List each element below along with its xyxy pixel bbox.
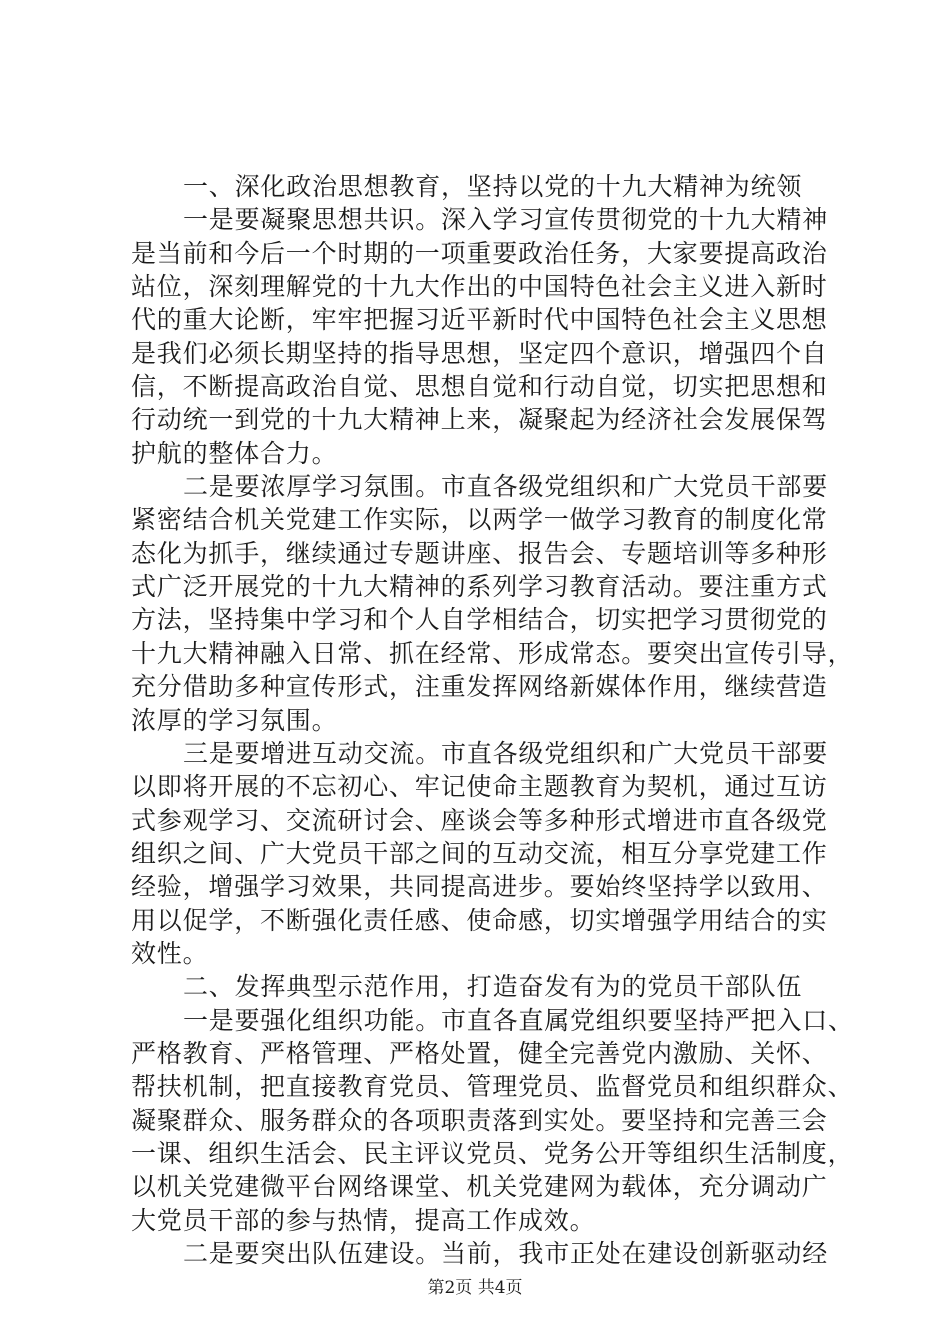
text-line: 用以促学，不断强化责任感、使命感，切实增强学用结合的实 <box>131 905 828 935</box>
text-line: 帮扶机制，把直接教育党员、管理党员、监督党员和组织群众、 <box>131 1072 854 1102</box>
text-line: 浓厚的学习氛围。 <box>131 705 338 735</box>
text-line: 以即将开展的不忘初心、牢记使命主题教育为契机，通过互访 <box>131 772 828 802</box>
text-line: 紧密结合机关党建工作实际，以两学一做学习教育的制度化常 <box>131 505 828 535</box>
text-line: 护航的整体合力。 <box>131 438 338 468</box>
text-line: 方法，坚持集中学习和个人自学相结合，切实把学习贯彻党的 <box>131 605 828 635</box>
text-line: 代的重大论断，牢牢把握习近平新时代中国特色社会主义思想 <box>131 305 828 335</box>
document-body <box>131 170 854 1270</box>
text-line: 一课、组织生活会、民主评议党员、党务公开等组织生活制度， <box>131 1138 854 1168</box>
text-line: 三是要增进互动交流。市直各级党组织和广大党员干部要 <box>183 738 829 768</box>
text-line: 式参观学习、交流研讨会、座谈会等多种形式增进市直各级党 <box>131 805 828 835</box>
text-line: 以机关党建微平台网络课堂、机关党建网为载体，充分调动广 <box>131 1172 828 1202</box>
text-line: 站位，深刻理解党的十九大作出的中国特色社会主义进入新时 <box>131 272 828 302</box>
text-line: 严格教育、严格管理、严格处置，健全完善党内激励、关怀、 <box>131 1038 828 1068</box>
text-line: 一是要凝聚思想共识。深入学习宣传贯彻党的十九大精神 <box>183 205 829 235</box>
text-line: 效性。 <box>131 938 209 968</box>
text-line: 是我们必须长期坚持的指导思想，坚定四个意识，增强四个自 <box>131 338 828 368</box>
text-line: 态化为抓手，继续通过专题讲座、报告会、专题培训等多种形 <box>131 538 828 568</box>
text-line: 经验，增强学习效果，共同提高进步。要始终坚持学以致用、 <box>131 872 828 902</box>
page-footer: 第2页 共4页 <box>427 1278 523 1298</box>
text-line: 组织之间、广大党员干部之间的互动交流，相互分享党建工作 <box>131 838 828 868</box>
text-line: 二是要突出队伍建设。当前，我市正处在建设创新驱动经 <box>183 1239 829 1268</box>
text-line: 一、深化政治思想教育，坚持以党的十九大精神为统领 <box>183 172 803 201</box>
text-line: 是当前和今后一个时期的一项重要政治任务，大家要提高政治 <box>131 238 828 268</box>
text-line: 充分借助多种宣传形式，注重发挥网络新媒体作用，继续营造 <box>131 672 828 702</box>
text-line: 一是要强化组织功能。市直各直属党组织要坚持严把入口、 <box>183 1005 854 1035</box>
text-line: 信，不断提高政治自觉、思想自觉和行动自觉，切实把思想和 <box>131 372 828 402</box>
text-line: 行动统一到党的十九大精神上来，凝聚起为经济社会发展保驾 <box>131 405 828 435</box>
text-line: 式广泛开展党的十九大精神的系列学习教育活动。要注重方式 <box>131 572 828 602</box>
text-line: 二是要浓厚学习氛围。市直各级党组织和广大党员干部要 <box>183 472 829 502</box>
text-line: 十九大精神融入日常、抓在经常、形成常态。要突出宣传引导， <box>131 638 854 668</box>
text-line: 大党员干部的参与热情，提高工作成效。 <box>131 1205 596 1235</box>
text-line: 凝聚群众、服务群众的各项职责落到实处。要坚持和完善三会 <box>131 1105 828 1135</box>
text-line: 二、发挥典型示范作用，打造奋发有为的党员干部队伍 <box>183 972 803 1002</box>
